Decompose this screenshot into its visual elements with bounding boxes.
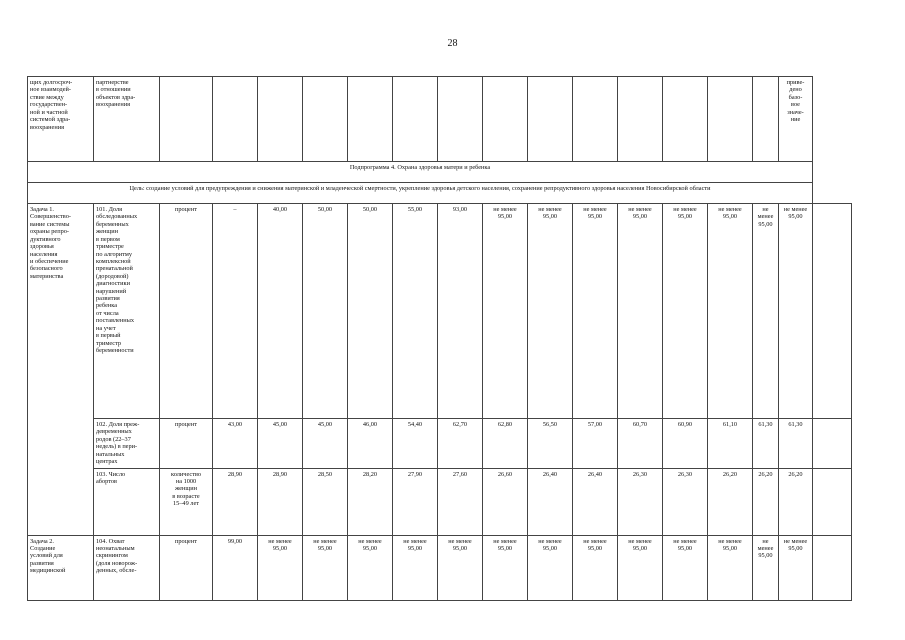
value-cell: не менее 95,00 [779, 204, 813, 419]
value-cell: не менее 95,00 [483, 535, 528, 600]
value-cell: не менее 95,00 [258, 535, 303, 600]
value-cell: не менее 95,00 [393, 535, 438, 600]
unit-cell: процент [160, 204, 213, 419]
value-cell: 45,00 [258, 419, 303, 469]
indicators-table [27, 76, 852, 601]
table-row [28, 468, 852, 535]
value-cell: 55,00 [393, 204, 438, 419]
value-cell: 26,40 [528, 468, 573, 535]
value-cell: 45,00 [303, 419, 348, 469]
goal-text: Цель: создание условий для предупреждения и снижения материнской и младенческой смертности, укрепление здоровья детского населения, сохранение репродуктивного здоровья населения Новосибирской области [28, 183, 813, 204]
value-cell: 60,70 [618, 419, 663, 469]
value-cell: 26,60 [483, 468, 528, 535]
value-cell: 26,20 [753, 468, 779, 535]
value-cell: не менее 95,00 [573, 204, 618, 419]
task-cell: Задача 1. Совершенство- вание системы охраны репро- дуктивного здоровья населения и обеспечение безопасного материнства [28, 204, 94, 536]
value-cell: не менее 95,00 [303, 535, 348, 600]
value-cell: 28,20 [348, 468, 393, 535]
value-cell: – [213, 204, 258, 419]
page-number: 28 [447, 38, 458, 49]
value-cell: 28,50 [303, 468, 348, 535]
subprogram-row [28, 162, 852, 183]
value-cell: не менее 95,00 [483, 204, 528, 419]
task-cell: щих долгосроч- ное взаимодей- ствие между государствен- ной и частной системой здра- воохранения [28, 77, 94, 162]
note-cell [813, 468, 852, 535]
value-cell: 43,00 [213, 419, 258, 469]
value-cell: 28,90 [213, 468, 258, 535]
unit-cell [160, 77, 213, 162]
subprogram-title: Подпрограмма 4. Охрана здоровья матери и ребенка [28, 162, 813, 183]
value-cell: не менее 95,00 [708, 535, 753, 600]
indicator-cell: 104. Охват неонатальным скринингом (доля новорож- денных, обсле- [94, 535, 160, 600]
value-cell: 26,20 [779, 468, 813, 535]
note-cell [813, 204, 852, 419]
value-cell: не менее 95,00 [438, 535, 483, 600]
value-cell: 61,30 [753, 419, 779, 469]
indicator-cell: 101. Доля обследованных беременных женщин в первом триместре по алгоритму комплексной пренатальной (дородовой) диагностики нарушений развития ребенка от числа поставленных на учет в первый триместр беременности [94, 204, 160, 419]
value-cell: 61,10 [708, 419, 753, 469]
value-cell: не менее 95,00 [663, 204, 708, 419]
value-cell: не менее 95,00 [779, 535, 813, 600]
value-cell: не менее 95,00 [573, 535, 618, 600]
value-cell: 60,90 [663, 419, 708, 469]
table-row [28, 535, 852, 600]
value-cell: 26,30 [663, 468, 708, 535]
value-cell: 40,00 [258, 204, 303, 419]
value-cell: не менее 95,00 [663, 535, 708, 600]
note-cell: приве- дено базо- вое значе- ние [779, 77, 813, 162]
value-cell: не менее 95,00 [528, 204, 573, 419]
value-cell: 26,30 [618, 468, 663, 535]
indicator-cell: 103. Число абортов [94, 468, 160, 535]
value-cell: не менее 95,00 [753, 535, 779, 600]
value-cell: 56,50 [528, 419, 573, 469]
value-cell: 27,90 [393, 468, 438, 535]
value-cell: не менее 95,00 [618, 535, 663, 600]
value-cell: 61,30 [779, 419, 813, 469]
value-cell: 99,00 [213, 535, 258, 600]
table-row-carryover [28, 77, 852, 162]
value-cell: 50,00 [348, 204, 393, 419]
value-cell: 46,00 [348, 419, 393, 469]
value-cell: 27,60 [438, 468, 483, 535]
value-cell: 62,70 [438, 419, 483, 469]
unit-cell: процент [160, 419, 213, 469]
table-row [28, 419, 852, 469]
value-cell: 26,20 [708, 468, 753, 535]
indicator-cell: 102. Доля преж- девременных родов (22–37 недель) в пери- натальных центрах [94, 419, 160, 469]
goal-row [28, 183, 852, 204]
task-cell: Задача 2. Создание условий для развития медицинской [28, 535, 94, 600]
note-cell [813, 419, 852, 469]
value-cell: 50,00 [303, 204, 348, 419]
value-cell: не менее 95,00 [708, 204, 753, 419]
value-cell: 62,80 [483, 419, 528, 469]
table-row [28, 204, 852, 419]
unit-cell: процент [160, 535, 213, 600]
value-cell: 54,40 [393, 419, 438, 469]
value-cell: 26,40 [573, 468, 618, 535]
value-cell: 28,90 [258, 468, 303, 535]
value-cell: не менее 95,00 [528, 535, 573, 600]
value-cell: не менее 95,00 [753, 204, 779, 419]
unit-cell: количество на 1000 женщин в возрасте 15–49 лет [160, 468, 213, 535]
value-cell: не менее 95,00 [348, 535, 393, 600]
value-cell: 93,00 [438, 204, 483, 419]
value-cell: не менее 95,00 [618, 204, 663, 419]
value-cell: 57,00 [573, 419, 618, 469]
note-cell [813, 535, 852, 600]
indicator-cell: партнерстве в отношении объектов здра- воохранения [94, 77, 160, 162]
